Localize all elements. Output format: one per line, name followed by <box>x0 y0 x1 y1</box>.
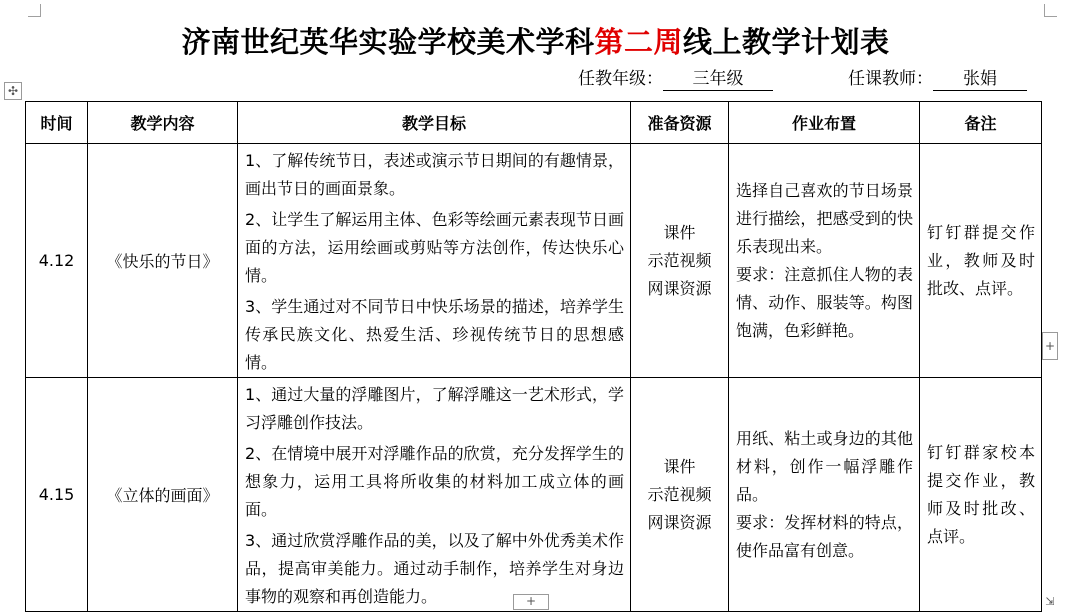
goal-item: 2、让学生了解运用主体、色彩等绘画元素表现节日画面的方法，运用绘画或剪贴等方法创作，传达快乐心情。 <box>245 210 624 285</box>
resource-item: 课件 <box>663 222 696 242</box>
table-header-row <box>26 102 1042 144</box>
resources-cell[interactable] <box>631 378 729 612</box>
resource-item: 示范视频 <box>647 484 712 504</box>
time-cell[interactable]: 4.12 <box>26 144 88 378</box>
goals-cell[interactable] <box>238 144 631 378</box>
header-resources: 准备资源 <box>631 102 729 144</box>
header-goals: 教学目标 <box>238 102 631 144</box>
table-resize-handle-icon[interactable]: ⇲ <box>1045 595 1055 608</box>
title-part-2: 线上教学计划表 <box>683 25 890 59</box>
goal-item: 1、通过大量的浮雕图片，了解浮雕这一艺术形式，学习浮雕创作技法。 <box>245 385 624 432</box>
note-cell[interactable] <box>920 378 1042 612</box>
teacher-label: 任课教师： <box>848 69 933 89</box>
header-content: 教学内容 <box>88 102 238 144</box>
page-corner-mark-right <box>1044 4 1057 17</box>
resource-item: 网课资源 <box>647 512 712 532</box>
teacher-info <box>848 68 1027 90</box>
page-corner-mark-left <box>28 4 41 17</box>
goal-item: 3、通过欣赏浮雕作品的美，以及了解中外优秀美术作品，提高审美能力。通过动手制作，培养学生对身边事物的观察和再创造能力。 <box>245 531 624 606</box>
header-homework: 作业布置 <box>729 102 920 144</box>
time-cell[interactable]: 4.15 <box>26 378 88 612</box>
table-move-handle-icon[interactable]: ✣ <box>4 82 22 100</box>
homework-item: 要求：注意抓住人物的表情、动作、服装等。构图饱满，色彩鲜艳。 <box>736 264 913 340</box>
goal-item: 3、学生通过对不同节日中快乐场景的描述，培养学生传承民族文化、热爱生活、珍视传统节日的思想感情。 <box>245 297 624 372</box>
homework-item: 用纸、粘土或身边的其他材料，创作一幅浮雕作品。 <box>736 428 913 504</box>
homework-item: 选择自己喜欢的节日场景进行描绘，把感受到的快乐表现出来。 <box>736 180 913 256</box>
homework-cell[interactable] <box>729 144 920 378</box>
table-row <box>26 378 1042 612</box>
add-row-plus-icon[interactable]: + <box>513 594 549 610</box>
title-part-1: 济南世纪英华实验学校美术学科 <box>181 25 595 59</box>
resource-item: 课件 <box>663 456 696 476</box>
resource-item: 示范视频 <box>647 250 712 270</box>
content-cell[interactable]: 《立体的画面》 <box>88 378 238 612</box>
teacher-value: 张娟 <box>933 68 1027 91</box>
content-cell[interactable]: 《快乐的节日》 <box>88 144 238 378</box>
homework-item: 要求：发挥材料的特点，使作品富有创意。 <box>736 512 913 560</box>
note-text: 钉钉群提交作业，教师及时批改、点评。 <box>927 222 1035 298</box>
grade-info <box>578 68 773 90</box>
homework-cell[interactable] <box>729 378 920 612</box>
grade-label: 任教年级： <box>578 69 663 89</box>
header-time: 时间 <box>26 102 88 144</box>
note-text: 钉钉群家校本提交作业，教师及时批改、点评。 <box>927 442 1035 546</box>
note-cell[interactable] <box>920 144 1042 378</box>
goal-item: 1、了解传统节日，表述或演示节日期间的有趣情景，画出节日的画面景象。 <box>245 151 624 198</box>
grade-value: 三年级 <box>663 68 773 91</box>
resource-item: 网课资源 <box>647 278 712 298</box>
page-title <box>0 20 1071 61</box>
goal-item: 2、在情境中展开对浮雕作品的欣赏，充分发挥学生的想象力，运用工具将所收集的材料加工成立体的画面。 <box>245 444 624 519</box>
add-column-plus-icon[interactable]: + <box>1042 332 1058 360</box>
goals-cell[interactable] <box>238 378 631 612</box>
plan-table <box>25 101 1042 612</box>
resources-cell[interactable] <box>631 144 729 378</box>
header-notes: 备注 <box>920 102 1042 144</box>
table-row <box>26 144 1042 378</box>
title-week-highlight: 第二周 <box>594 25 683 59</box>
